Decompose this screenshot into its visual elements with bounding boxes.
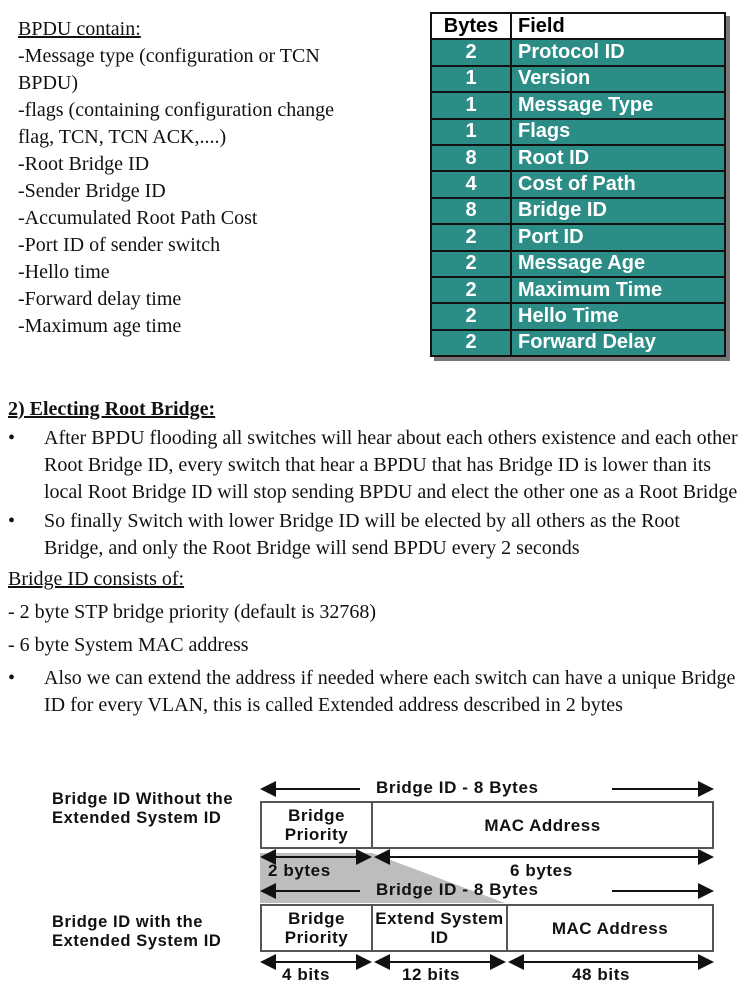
table-row [431,330,725,356]
field-cell: Port ID [511,224,725,250]
top-dim-6-bytes: 6 bytes [510,861,573,880]
field-cell: Cost of Path [511,171,725,197]
bpdu-contain-line: -Message type (configuration or TCN [18,45,320,67]
field-cell: Message Type [511,92,725,118]
bullet-symbol: • [8,427,16,449]
bpdu-field-table [430,12,726,357]
bytes-cell: 2 [431,224,511,250]
table-row [431,171,725,197]
bpdu-contain-line: -Port ID of sender switch [18,234,221,256]
bullet-symbol: • [8,510,16,532]
field-column-header: Field [511,13,725,39]
bullet-paragraph [8,508,740,562]
field-cell: Forward Delay [511,330,725,356]
bytes-cell: 1 [431,66,511,92]
bullet-text: So finally Switch with lower Bridge ID will be elected by all others as the Root Bridge, and only the Root Bridge will send BPDU every 2 seconds [44,510,680,559]
table-row [431,145,725,171]
bpdu-contents-list [18,16,418,340]
bytes-cell: 2 [431,303,511,329]
bridge-id-diagram [0,775,750,1000]
label-without-extended: Bridge ID Without the Extended System ID [52,790,234,827]
top-span-label: Bridge ID - 8 Bytes [372,778,543,798]
field-cell: Hello Time [511,303,725,329]
bpdu-contain-line: -Hello time [18,261,110,283]
bytes-cell: 8 [431,145,511,171]
top-bridge-priority-box: Bridge Priority [260,801,373,849]
table-row [431,303,725,329]
bullet-text: After BPDU flooding all switches will hear about each others existence and each other Root Bridge ID, every switch that hear a BPDU that has Bridge ID is lower than its local Root Bridge ID will stop sending BPDU and elect the other one as a Root Bridge [44,427,738,503]
bytes-cell: 4 [431,171,511,197]
bullet-text: Also we can extend the address if needed where each switch can have a unique Bridge ID for every VLAN, this is called Extended address described in 2 bytes [44,667,736,716]
bytes-cell: 2 [431,330,511,356]
table-row [431,277,725,303]
table-row [431,198,725,224]
bottom-bridge-priority-box: Bridge Priority [260,904,373,952]
bottom-dim-48-bits: 48 bits [572,965,631,984]
bpdu-contain-line: -Root Bridge ID [18,153,150,175]
field-cell: Protocol ID [511,39,725,65]
dash-item: - 2 byte STP bridge priority (default is 32768) [8,601,377,623]
table-row [431,251,725,277]
electing-root-bridge-section [8,396,740,721]
bpdu-contain-line: -Forward delay time [18,288,182,310]
bottom-dim-12-bits: 12 bits [402,965,461,984]
bpdu-contain-line: -Maximum age time [18,315,182,337]
bytes-cell: 1 [431,92,511,118]
bottom-extend-system-id-box: Extend System ID [371,904,508,952]
table-row [431,119,725,145]
bpdu-contain-line: -Accumulated Root Path Cost [18,207,258,229]
field-cell: Root ID [511,145,725,171]
bytes-column-header: Bytes [431,13,511,39]
bpdu-contain-line: -flags (containing configuration change [18,99,334,121]
bytes-cell: 2 [431,251,511,277]
bullet-symbol: • [8,667,16,689]
bytes-cell: 2 [431,277,511,303]
bottom-dim-4-bits: 4 bits [282,965,331,984]
table-row [431,39,725,65]
bullet-paragraph [8,665,740,719]
field-cell: Message Age [511,251,725,277]
table-row [431,92,725,118]
bullet-paragraph [8,425,740,506]
table-header-row [431,13,725,39]
bottom-mac-address-box: MAC Address [506,904,714,952]
bytes-cell: 2 [431,39,511,65]
bpdu-contain-line: flag, TCN, TCN ACK,....) [18,126,227,148]
field-cell: Bridge ID [511,198,725,224]
bottom-span-label: Bridge ID - 8 Bytes [376,880,539,899]
label-with-extended: Bridge ID with the Extended System ID [52,913,222,950]
bytes-cell: 1 [431,119,511,145]
bpdu-contain-heading: BPDU contain: [18,18,141,40]
dash-item: - 6 byte System MAC address [8,634,249,656]
table-row [431,66,725,92]
field-cell: Flags [511,119,725,145]
top-dim-2-bytes: 2 bytes [268,861,331,880]
bpdu-contain-line: BPDU) [18,72,79,94]
bytes-cell: 8 [431,198,511,224]
top-mac-address-box: MAC Address [371,801,714,849]
field-cell: Version [511,66,725,92]
bpdu-contain-line: -Sender Bridge ID [18,180,166,202]
table-row [431,224,725,250]
section-heading: 2) Electing Root Bridge: [8,398,216,420]
bridge-id-heading: Bridge ID consists of: [8,568,185,590]
field-cell: Maximum Time [511,277,725,303]
